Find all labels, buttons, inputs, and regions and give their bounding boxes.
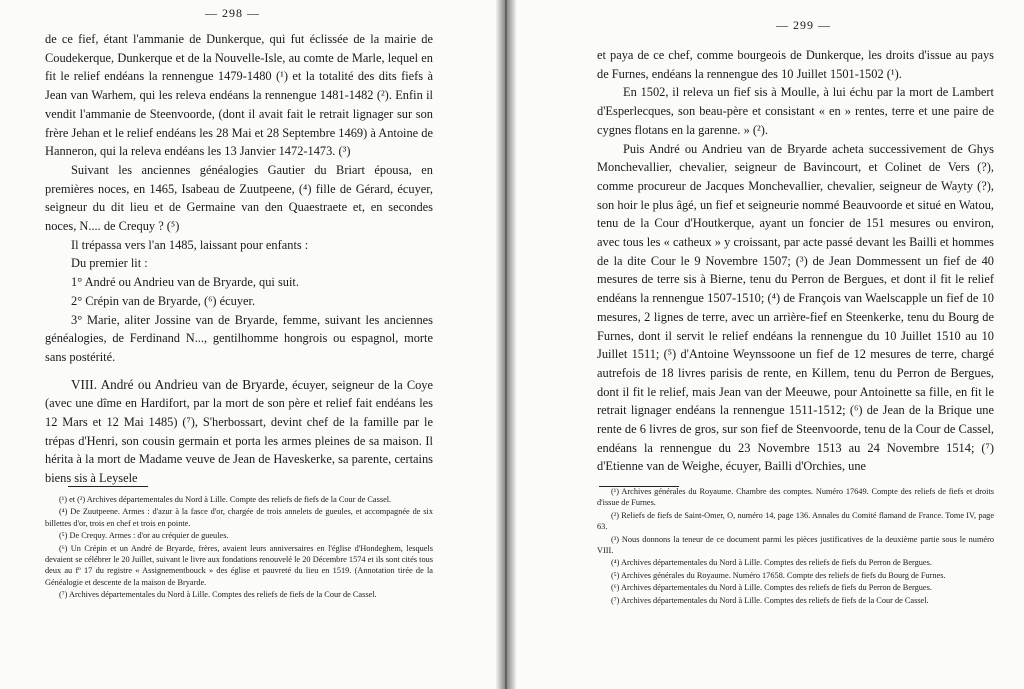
footnote: (⁶) Un Crépin et un André de Bryarde, frères, avaient leurs anniversaires en l'église d'Hondeghem, lesquels devaient se célébrer le 20 Juillet, suivant le livre aux fondations renouvelé le 20 Décembre 1574 et ils sont cités tous deux au fº 17 du registre « Assignementbouck » des église et pauvreté du lieu en 1519. (Annotation tirée de la Généalogie et descente de la maison de Bryarde. xyxy=(45,543,433,587)
footnote: (¹) Archives générales du Royaume. Chambre des comptes. Numéro 17649. Compte des reliefs de fiefs et droits d'issue de Furnes. xyxy=(597,487,994,508)
page-number: — 298 — xyxy=(205,6,260,20)
right-page xyxy=(516,0,1024,689)
footnotes xyxy=(597,486,994,607)
footnote: (⁵) Archives générales du Royaume. Numéro 17658. Compte des reliefs de fiefs du Bourg de Furnes. xyxy=(611,570,946,580)
paragraph: et paya de ce chef, comme bourgeois de Dunkerque, les droits d'issue au pays de Furnes, endéans la rennengue des 10 Juillet 1501-1502 (¹). xyxy=(597,48,994,81)
list-item: 1° André ou Andrieu van de Bryarde, qui suit. xyxy=(71,275,299,290)
footnote: (⁷) Archives départementales du Nord à Lille. Comptes des reliefs de fiefs de la Cour de Cassel. xyxy=(611,595,929,605)
section-text: écuyer, seigneur de la Coye (avec une dîme en Hardifort, par la mort de son père et relief fait endéans les 12 Mars et 12 Mai 1485) (⁷), S'herbossart, devint chef de la famille par le trépas d'Henri, son cousin germain et porta les armes pleines de sa maison. Il hérita à la mort de Madame veuve de Jean de Haveskerke, sa parente, certains biens sis à Leysele xyxy=(45,377,434,486)
footnote: (⁴) De Zuutpeene. Armes : d'azur à la fasce d'or, chargée de trois annelets de gueules, et accompagnée de six billettes d'or, trois en chef et trois en pointe. xyxy=(45,507,433,528)
footnote: (²) Reliefs de fiefs de Saint-Omer, O, numéro 14, page 136. Annales du Comité flamand de France. Tome IV, page 63. xyxy=(597,510,994,532)
footnote: (⁷) Archives départementales du Nord à Lille. Comptes des reliefs de fiefs de la Cour de Cassel. xyxy=(59,590,377,600)
paragraph: Suivant les anciennes généalogies Gautier du Briart épousa, en premières noces, en 1465, Isabeau de Zuutpeene, (⁴) fille de Gérard, écuyer, seigneur du dit lieu et de Germaine van den Quaestraete et, en secondes noces, N.... de Crequy ? (⁵) xyxy=(45,162,433,234)
body-text xyxy=(45,30,433,488)
footnotes xyxy=(45,494,433,602)
list-item: 2° Crépin van de Bryarde, (⁶) écuyer. xyxy=(71,293,256,308)
section-paragraph xyxy=(45,376,433,488)
footnote: (⁴) Archives départementales du Nord à Lille. Comptes des reliefs de fiefs du Perron de Bergues. xyxy=(611,558,932,568)
paragraph: de ce fief, étant l'ammanie de Dunkerque, qui fut éclissée de la mairie de Coudekerque, Dunkerque et de la Nouvelle-Isle, au comte de Marle, lequel en fit le relief endéans la rennengue 1479-1480 (¹) et la totalité des dits fiefs à Jean van Warhem, qui les releva endéans la rennengue 1481-1482 (²). Enfin il vendit l'ammanie de Steenvoorde, (dont il avait fait le retrait lignager sur son frère Jehan et le relief endéans les 28 Mai et 28 Septembre 1469) à Antoine de Hanneron, qui la releva endéans les 13 Janvier 1472-1473. (³) xyxy=(45,32,433,159)
footnote: (⁵) De Crequy. Armes : d'or au créquier de gueules. xyxy=(59,531,229,541)
paragraph: Du premier lit : xyxy=(71,256,148,271)
paragraph: En 1502, il releva un fief sis à Moulle, à lui échu par la mort de Lambert d'Esperlecques, son beau-père et consistant « en » rentes, terre et une paire de cygnes flotans en la garenne. » (²). xyxy=(597,85,994,137)
paragraph: Il trépassa vers l'an 1485, laissant pour enfants : xyxy=(71,237,309,252)
footnote: (¹) et (²) Archives départementales du Nord à Lille. Compte des reliefs de fiefs de la Cour de Cassel. xyxy=(59,495,392,504)
list-item: 3° Marie, aliter Jossine van de Bryarde, femme, suivant les anciennes généalogies, de Ferdinand N..., gentilhomme hongrois ou espagnol, morte sans postérité. xyxy=(45,312,433,364)
footnote: (³) Nous donnons la teneur de ce document parmi les pièces justificatives de la deuxième partie sous le numéro VIII. xyxy=(597,534,994,556)
section-heading: VIII. André ou Andrieu van de Bryarde, xyxy=(71,376,289,392)
left-page xyxy=(0,0,496,689)
footnote: (⁶) Archives départementales du Nord à Lille. Comptes des reliefs de fiefs du Perron de Bergues. xyxy=(611,583,932,593)
page-number: — 299 — xyxy=(776,18,831,32)
footnote-rule xyxy=(68,486,148,487)
paragraph: Puis André ou Andrieu van de Bryarde acheta successivement de Ghys Monchevallier, chevalier, seigneur de Bavincourt, et Colinet de Vers (?), comme procureur de Jacques Monchevallier, chevalier, seigneur de Wayty (?), son hoir le plus âgé, un fief et seigneurie nommé Beauvoorde et situé en Watou, tenu de la Cour d'Houtkerque, ayant un foncier de 151 mesures ou environ, avec tous les « catheux » y croissant, par acte passé devant les Bailli et hommes de la dite Cour le 9 Novembre 1507; (³) de Jean Dommessent un fief de 40 mesures de terre sis à Bierne, tenu du Perron de Bergues, et dont il fit le relief endéans la rennengue 1507-1510; (⁴) de François van Waelscapple un fief de 10 mesures, 2 lignes de terre, avec un arrière-fief en Steenkerke, tenu du Bourg de Furnes, dont il servit le relief endéans la rennengue du 10 Juillet 1510 au 10 Juillet 1511; (⁵) d'Antoine Weynssoone un fief de 12 mesures de terre, chargé autrefois de 18 livres parisis de rente, en Killem, tenu du Perron de Bergues, dont il fit le relief, mais Jean van der Meeuwe, pour Antoinette sa fille, en fit le retrait lignager endéans la rennengue 1511-1512; (⁶) de Jean de la Brique une rente de 6 livres de gros, sur son fief de Steenvoorde, tenu de la Cour de Cassel, endéans la rennengue du 23 Novembre 1513 au 24 Novembre 1514; (⁷) d'Etienne van de Weighe, écuyer, Bailli d'Orchies, une xyxy=(597,141,994,474)
body-text xyxy=(597,46,994,476)
book-gutter xyxy=(496,0,516,689)
